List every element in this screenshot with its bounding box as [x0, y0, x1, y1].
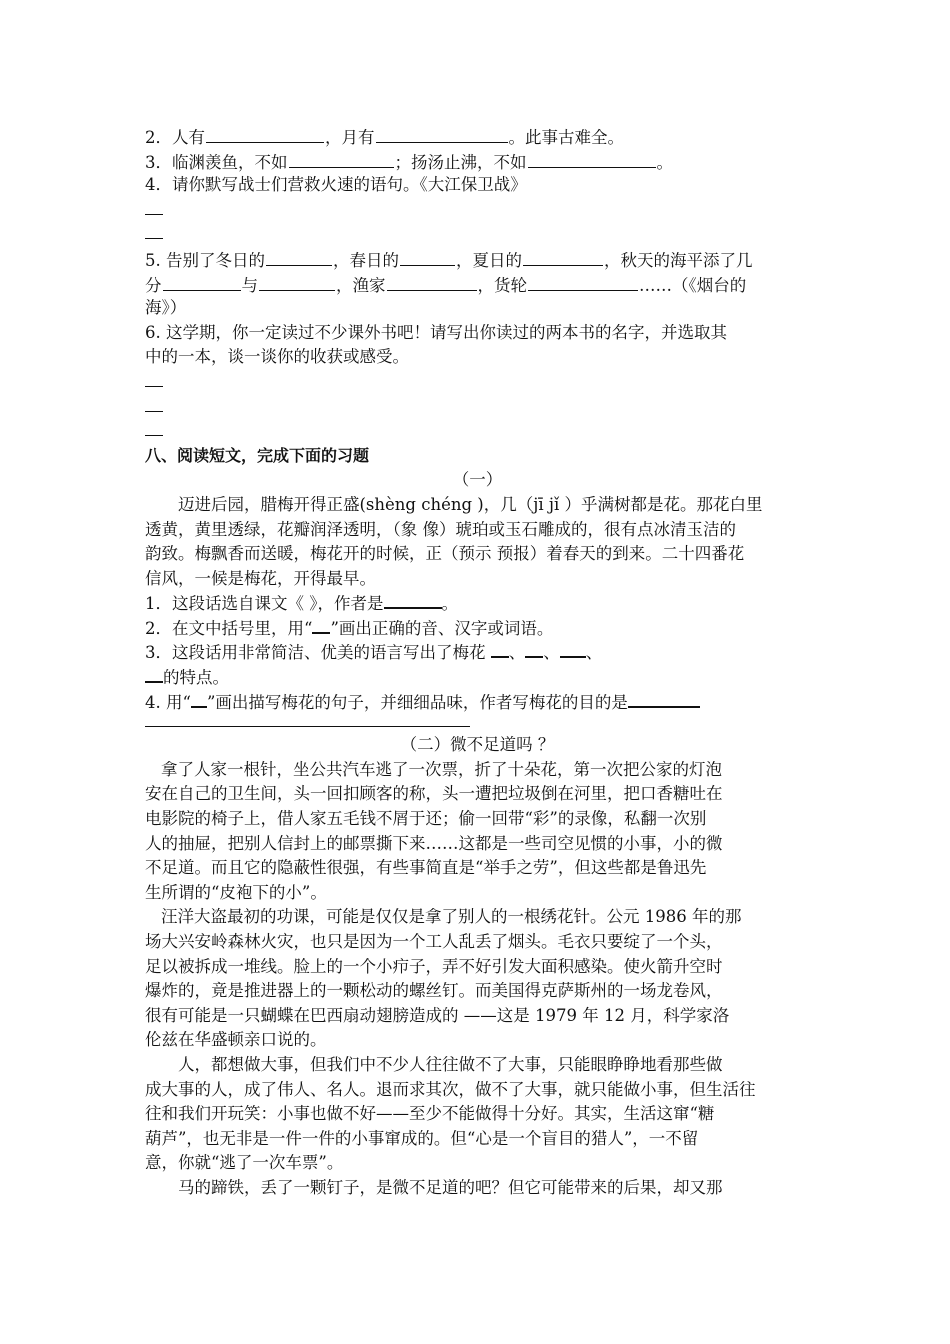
passage-1-line: 迈进后园，腊梅开得正盛(shèng chéng )，几（jī jǐ ）乎满树都是花。那花白里: [178, 494, 763, 514]
passage-4-line: 成大事的人，成了伟人、名人。退而求其次，做不了大事，就只能做小事，但生活往: [145, 1079, 756, 1099]
underline-mark: [312, 616, 330, 634]
question-text: ，春日的: [333, 250, 399, 270]
passage-1-line: 信风，一候是梅花，开得最早。: [145, 568, 376, 588]
question-text: 2．人有: [145, 128, 205, 147]
question-text: ，货轮: [477, 275, 527, 295]
passage-1-line: 透黄，黄里透绿，花瓣润泽透明，（象 像）琥珀或玉石雕成的，很有点冰清玉洁的: [145, 519, 736, 539]
question-text: 。: [441, 594, 458, 614]
underline-mark: [191, 690, 207, 708]
exam-page: [145, 124, 810, 1201]
passage-2-line: 安在自己的卫生间，头一回扣顾客的称，头一遭把垃圾倒在河里，把口香糖吐在: [145, 784, 723, 804]
answer-line[interactable]: [145, 419, 810, 444]
answer-blank[interactable]: [289, 149, 394, 168]
question-text: 3．这段话用非常简洁、优美的语言写出了梅花: [145, 643, 486, 663]
question-text: 分: [145, 275, 162, 295]
answer-blank[interactable]: [384, 591, 442, 609]
answer-blank[interactable]: [525, 640, 543, 658]
question-text: 。: [656, 152, 673, 172]
passage-3-line: 足以被拆成一堆线。脸上的一个小疖子，弄不好引发大面积感染。使火箭升空时: [145, 956, 723, 976]
answer-blank[interactable]: [163, 272, 241, 291]
question-7-3: [145, 149, 810, 174]
passage-2-line: 生所谓的“皮袍下的小”。: [145, 882, 327, 902]
passage-2-line: 电影院的椅子上，借人家五毛钱不屑于还；偷一回带“彩”的录像，私翻一次别: [145, 809, 707, 829]
answer-blank[interactable]: [400, 247, 455, 266]
question-text: 2．在文中括号里，用“: [145, 618, 313, 638]
passage-2-line: 人的抽屉，把别人信封上的邮票撕下来……这都是一些司空见惯的小事，小的微: [145, 833, 723, 853]
answer-blank[interactable]: [491, 640, 509, 658]
passage-1-line: 韵致。梅飘香而送暖，梅花开的时候，正（预示 预报）着春天的到来。二十四番花: [145, 544, 745, 564]
question-text: 。此事古难全。: [508, 128, 624, 147]
passage-2-line: 拿了人家一根针，坐公共汽车逃了一次票，折了十朵花，第一次把公家的灯泡: [161, 759, 722, 779]
question-text: ”画出正确的音、汉字或词语。: [330, 618, 554, 638]
question-text: ；扬汤止沸，不如: [394, 152, 527, 172]
passage-4-line: 葫芦”，也无非是一件一件的小事窜成的。但“心是一个盲目的猎人”，一不留: [145, 1128, 699, 1148]
answer-blank[interactable]: [528, 149, 656, 168]
question-text: ，渔家: [336, 275, 386, 295]
answer-blank[interactable]: [145, 665, 163, 683]
part-2-title: （二）微不足道吗 ？: [400, 735, 555, 755]
passage-3-line: 很有可能是一只蝴蝶在巴西扇动翅膀造成的 ——这是 1979 年 12 月，科学家洛: [145, 1005, 730, 1025]
question-text: ”画出描写梅花的句子，并细细品味，作者写梅花的目的是: [206, 692, 628, 712]
answer-blank[interactable]: [560, 640, 586, 658]
question-text: 4. 用“: [145, 692, 191, 712]
answer-line[interactable]: [145, 222, 810, 247]
question-text: 的特点。: [163, 668, 229, 688]
passage-4-line: 意，你就“逃了一次车票”。: [145, 1153, 344, 1173]
question-7-5-cont: [145, 272, 810, 297]
separator: 、: [508, 643, 526, 663]
passage-3-line: 爆炸的，竟是推进器上的一颗松动的螺丝钉。而美国得克萨斯州的一场龙卷风，: [145, 981, 723, 1001]
question-text: ，秋天的海平添了几: [604, 250, 753, 270]
question-7-5-source: 海》）: [145, 298, 187, 318]
reading-question-2: [145, 616, 810, 641]
question-text: 5. 告别了冬日的: [145, 250, 265, 270]
question-text: ，月有: [325, 128, 375, 147]
part-1-label: （一）: [452, 470, 503, 490]
answer-blank[interactable]: [259, 272, 335, 291]
question-text: 与: [241, 275, 258, 295]
passage-4-line: 往和我们开玩笑：小事也做不好——至少不能做得十分好。其实，生活这窜“糖: [145, 1104, 715, 1124]
answer-blank[interactable]: [523, 247, 603, 266]
question-text: 1．这段话选自课文《 》，作者是: [145, 594, 384, 614]
answer-line[interactable]: [145, 395, 810, 420]
reading-question-1: [145, 591, 810, 616]
question-text: ……（《烟台的: [639, 275, 747, 295]
section-heading: 八、阅读短文，完成下面的习题: [145, 445, 370, 465]
answer-blank[interactable]: [528, 272, 638, 291]
answer-line[interactable]: [145, 198, 810, 223]
answer-rule[interactable]: [145, 726, 470, 727]
passage-3-line: 场大兴安岭森林火灾，也只是因为一个工人乱丢了烟头。毛衣只要绽了一个头，: [145, 932, 723, 951]
separator: 、: [543, 643, 560, 663]
passage-4-line: 人，都想做大事，但我们中不少人往往做不了大事，只能眼睁睁地看那些做: [178, 1054, 723, 1074]
reading-question-3: [145, 640, 810, 665]
passage-5-line: 马的蹄铁，丢了一颗钉子，是微不足道的吧？但它可能带来的后果，却又那: [178, 1177, 723, 1197]
answer-blank[interactable]: [387, 272, 477, 291]
answer-blank[interactable]: [206, 124, 324, 143]
question-7-2: [145, 124, 810, 149]
reading-question-4: [145, 690, 810, 715]
question-7-4: 4．请你默写战士们营救火速的语句。《大江保卫战》: [145, 175, 527, 195]
separator: 、: [585, 643, 603, 663]
question-text: ，夏日的: [456, 250, 522, 270]
question-7-5: [145, 247, 810, 272]
question-7-6-cont: 中的一本，谈一谈你的收获或感受。: [145, 347, 409, 367]
reading-question-3-cont: [145, 665, 810, 690]
answer-blank[interactable]: [376, 124, 508, 143]
question-7-6: 6. 这学期，你一定读过不少课外书吧！请写出你读过的两本书的名字，并选取其: [145, 322, 727, 342]
passage-3-line: 伦兹在华盛顿亲口说的。: [145, 1030, 327, 1050]
passage-2-line: 不足道。而且它的隐蔽性很强，有些事简直是“举手之劳”，但这些都是鲁迅先: [145, 858, 707, 878]
answer-blank[interactable]: [628, 690, 700, 708]
answer-blank[interactable]: [266, 247, 332, 266]
question-text: 3．临渊羡鱼，不如: [145, 152, 288, 172]
answer-line[interactable]: [145, 370, 810, 395]
passage-3-line: 汪洋大盗最初的功课，可能是仅仅是拿了别人的一根绣花针。公元 1986 年的那: [161, 907, 742, 927]
